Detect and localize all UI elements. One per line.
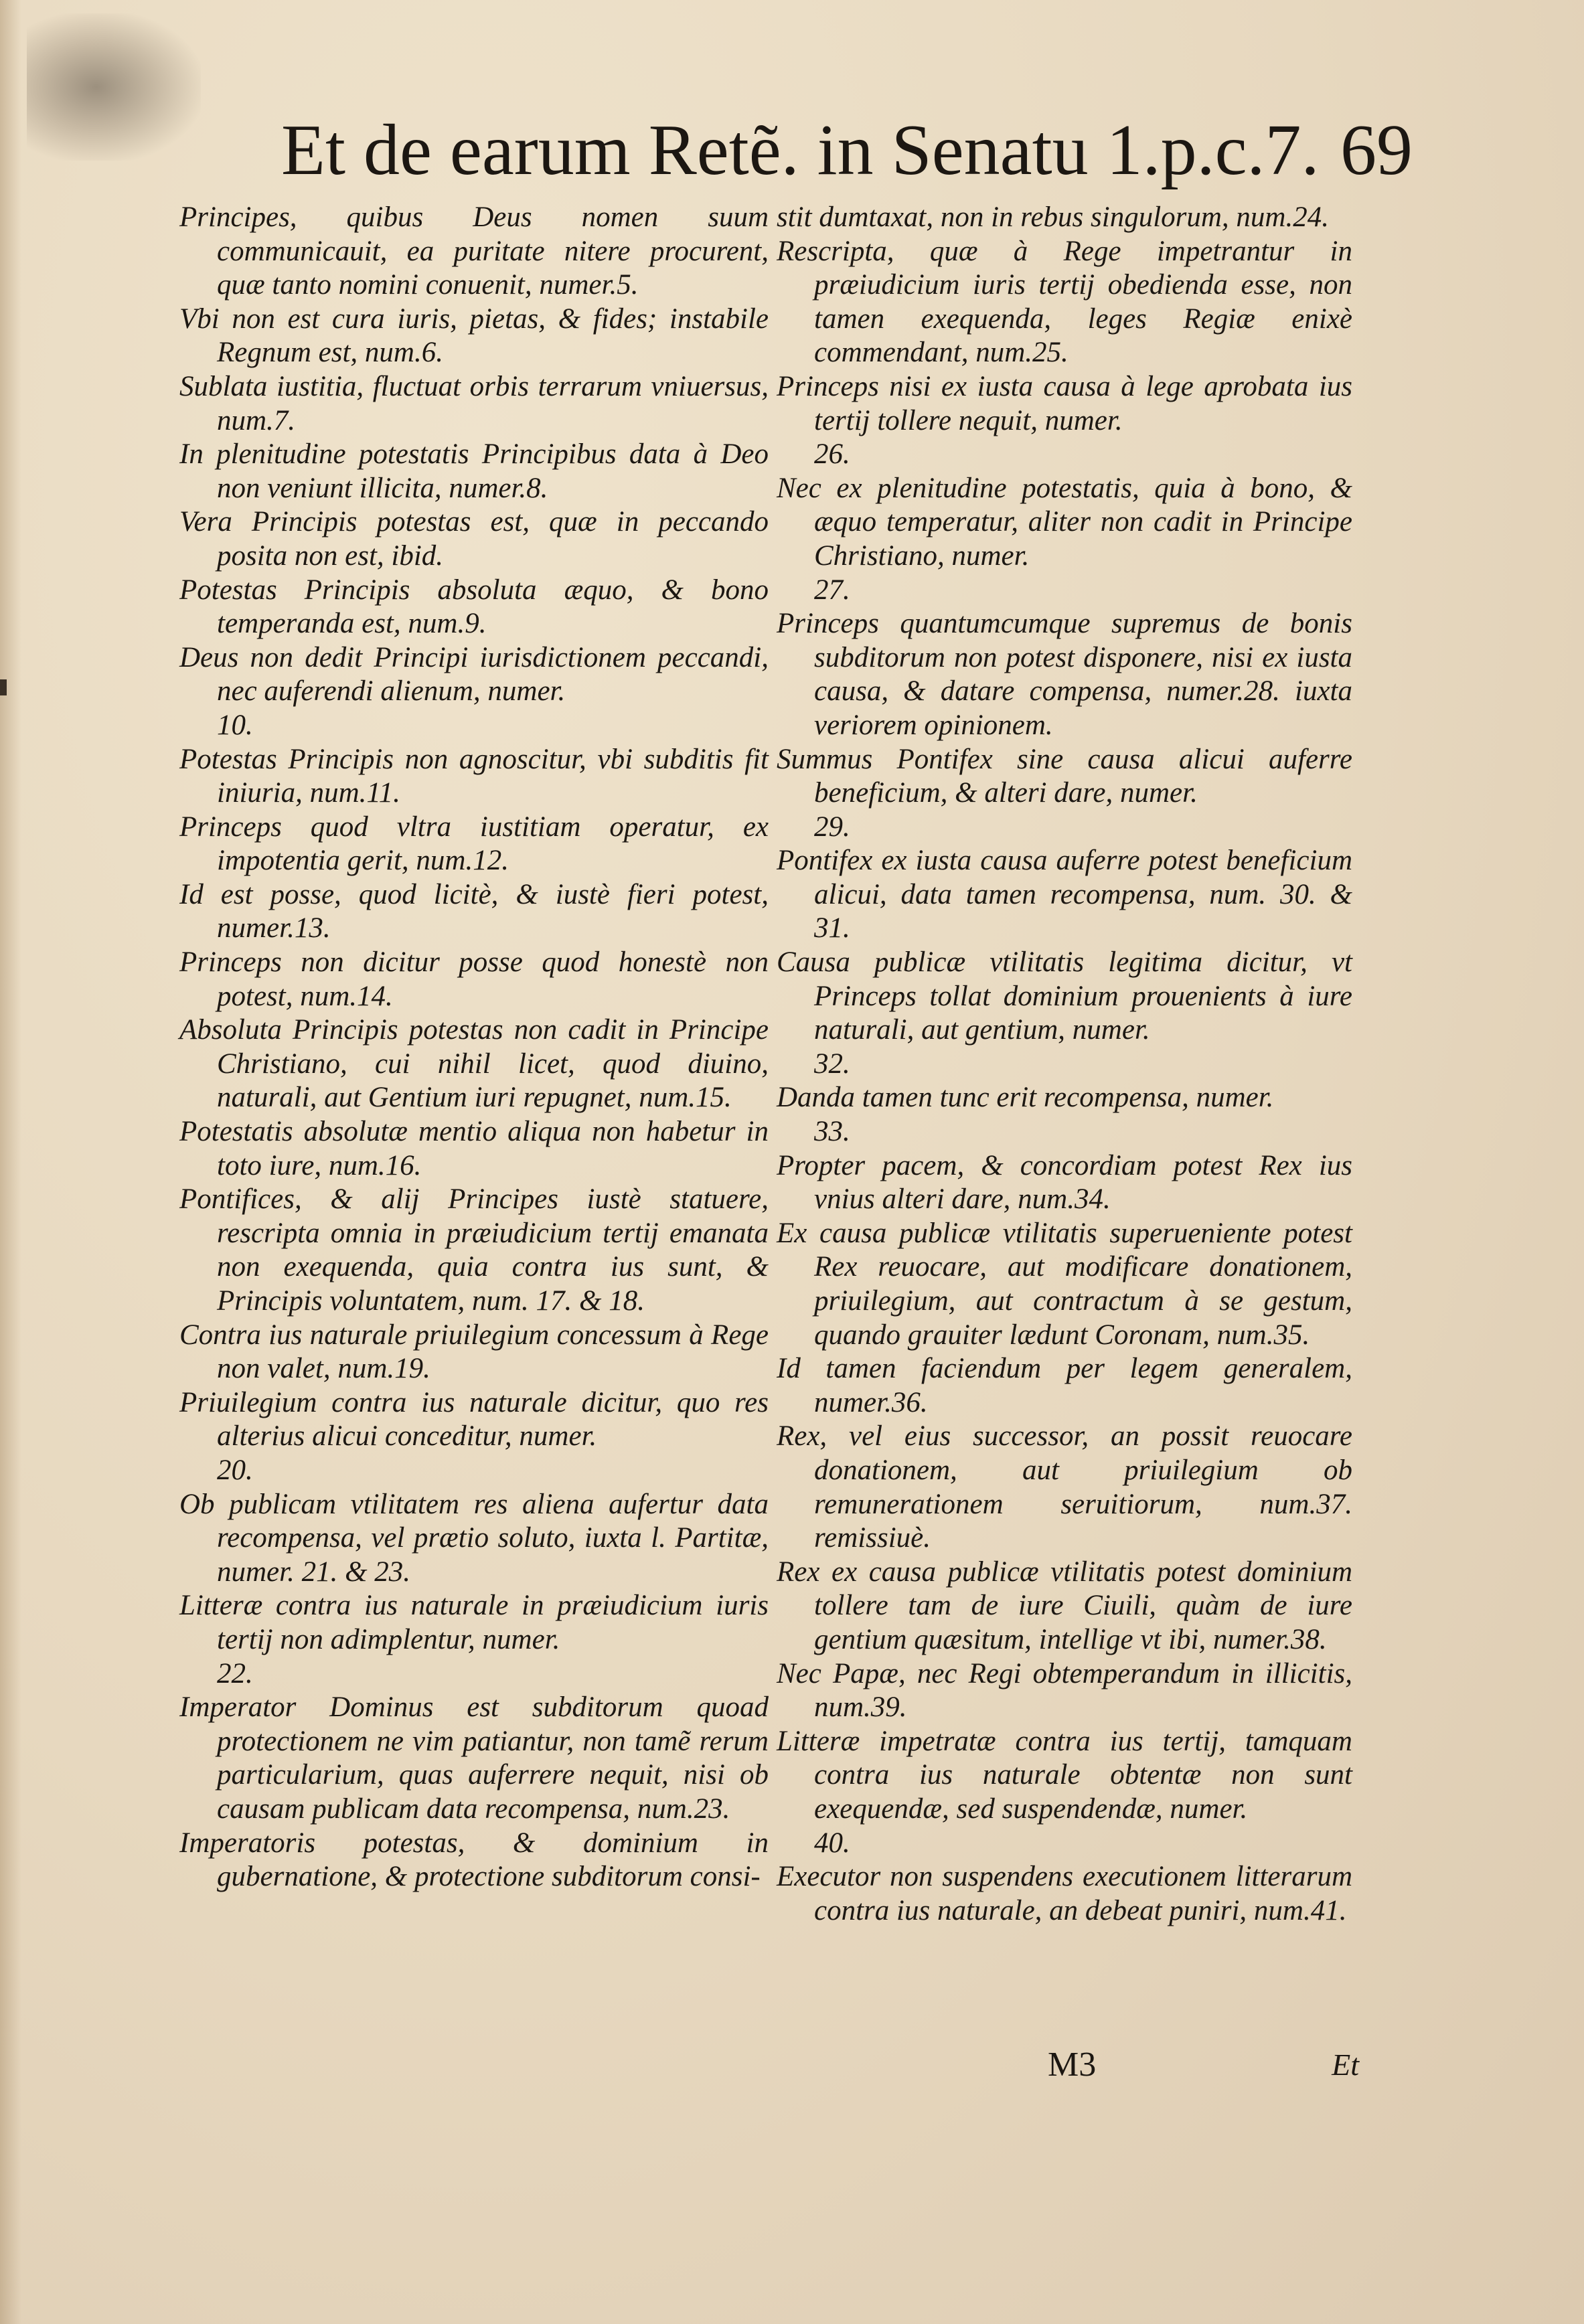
summary-entry: Id est posse, quod licitè, & iustè fieri potest, numer.13. <box>179 878 769 944</box>
summary-column-right <box>777 201 1352 2062</box>
page-number: 69 <box>1340 110 1413 190</box>
catchword: Et <box>1332 2048 1359 2082</box>
summary-entry: Rex ex causa publicæ vtilitatis potest dominium tollere tam de iure Ciuili, quàm de iure gentium quæsitum, intellige vt ibi, numer.38. <box>777 1556 1352 1655</box>
summary-entry: Priuilegium contra ius naturale dicitur, quo res alterius alicui conceditur, numer. 20. <box>179 1386 769 1486</box>
signature-mark: M3 <box>1048 2046 1097 2084</box>
summary-entry: Litteræ impetratæ contra ius tertij, tamquam contra ius naturale obtentæ non sunt exequendæ, sed suspendendæ, numer. 40. <box>777 1725 1352 1859</box>
summary-entry: Sublata iustitia, fluctuat orbis terrarum vniuersus, num.7. <box>179 370 769 436</box>
summary-entry: Ex causa publicæ vtilitatis superueniente potest Rex reuocare, aut modificare donationem, priuilegium, aut contractum à se gestum, quando grauiter lædunt Coronam, num.35. <box>777 1217 1352 1351</box>
summary-entry: Rex, vel eius successor, an possit reuocare donationem, aut priuilegium ob remunerationem seruitiorum, num.37. remissiuè. <box>777 1420 1352 1554</box>
summary-entry: Rescripta, quæ à Rege impetrantur in præiudicium iuris tertij obedienda esse, non tamen exequenda, leges Regiæ enixè commendant, num.25. <box>777 235 1352 369</box>
summary-column-left <box>179 201 769 2062</box>
summary-entry: Propter pacem, & concordiam potest Rex ius vnius alteri dare, num.34. <box>777 1149 1352 1216</box>
summary-entry: In plenitudine potestatis Principibus data à Deo non veniunt illicita, numer.8. <box>179 438 769 504</box>
summary-entry: Imperatoris potestas, & dominium in gubernatione, & protectione subditorum consi- <box>179 1827 769 1893</box>
running-head: Et de earum Retẽ. in Senatu 1.p.c.7. <box>281 110 1320 190</box>
summary-entry: stit dumtaxat, non in rebus singulorum, num.24. <box>777 201 1329 233</box>
summary-entry: Executor non suspendens executionem litterarum contra ius naturale, an debeat puniri, num.41. <box>777 1861 1352 1926</box>
summary-entry: Princeps quod vltra iustitiam operatur, ex impotentia gerit, num.12. <box>179 811 769 877</box>
summary-entry: Vera Principis potestas est, quæ in peccando posita non est, ibid. <box>179 506 769 572</box>
summary-entry: Id tamen faciendum per legem generalem, numer.36. <box>777 1353 1352 1418</box>
summary-entry: Potestas Principis absoluta æquo, & bono temperanda est, num.9. <box>179 574 769 640</box>
summary-entry: Imperator Dominus est subditorum quoad protectionem ne vim patiantur, non tamẽ rerum particularium, quas auferrere nequit, nisi ob causam publicam data recompensa, num.23. <box>179 1691 769 1825</box>
summary-entry: Pontifex ex iusta causa auferre potest beneficium alicui, data tamen recompensa, num. 30. & 31. <box>777 845 1352 944</box>
summary-entry: Principes, quibus Deus nomen suum communicauit, ea puritate nitere procurent, quæ tanto nomini conuenit, numer.5. <box>179 201 769 301</box>
summary-entry: Nec Papæ, nec Regi obtemperandum in illicitis, num.39. <box>777 1657 1352 1724</box>
summary-entry: Danda tamen tunc erit recompensa, numer. 33. <box>777 1082 1274 1148</box>
summary-entry: Princeps nisi ex iusta causa à lege aprobata ius tertij tollere nequit, numer. 26. <box>777 370 1352 471</box>
summary-entry: Contra ius naturale priuilegium concessum à Rege non valet, num.19. <box>179 1319 769 1385</box>
summary-entry: Pontifices, & alij Principes iustè statuere, rescripta omnia in præiudicium tertij emanata non exequenda, quia contra ius sunt, & Principis voluntatem, num. 17. & 18. <box>179 1183 769 1317</box>
summary-entry: Ob publicam vtilitatem res aliena aufertur data recompensa, vel prætio soluto, iuxta l. Partitæ, numer. 21. & 23. <box>179 1488 769 1588</box>
summary-entry: Princeps quantumcumque supremus de bonis subditorum non potest disponere, nisi ex iusta causa, & datare compensa, numer.28. iuxta veriorem opinionem. <box>777 608 1352 741</box>
margin-mark <box>0 679 7 695</box>
page-gutter-shadow <box>0 0 21 2324</box>
summary-entry: Nec ex plenitudine potestatis, quia à bono, & æquo temperatur, aliter non cadit in Principe Christiano, numer. 27. <box>777 472 1352 606</box>
summary-entry: Causa publicæ vtilitatis legitima dicitur, vt Princeps tollat dominium prouenients à iure naturali, aut gentium, numer. 32. <box>777 946 1352 1080</box>
summary-entry: Vbi non est cura iuris, pietas, & fides; instabile Regnum est, num.6. <box>179 303 769 369</box>
summary-entry: Potestas Principis non agnoscitur, vbi subditis fit iniuria, num.11. <box>179 743 769 809</box>
summary-entry: Princeps non dicitur posse quod honestè non potest, num.14. <box>179 946 769 1012</box>
paper-stain <box>27 13 201 161</box>
summary-entry: Summus Pontifex sine causa alicui auferre beneficium, & alteri dare, numer. 29. <box>777 743 1352 843</box>
summary-entry: Potestatis absolutæ mentio aliqua non habetur in toto iure, num.16. <box>179 1116 769 1181</box>
summary-entry: Litteræ contra ius naturale in præiudicium iuris tertij non adimplentur, numer. 22. <box>179 1590 769 1689</box>
summary-entry: Absoluta Principis potestas non cadit in Principe Christiano, cui nihil licet, quod diuino, naturali, aut Gentium iuri repugnet, num.15. <box>179 1014 769 1114</box>
summary-entry: Deus non dedit Principi iurisdictionem peccandi, nec auferendi alienum, numer. 10. <box>179 641 769 741</box>
